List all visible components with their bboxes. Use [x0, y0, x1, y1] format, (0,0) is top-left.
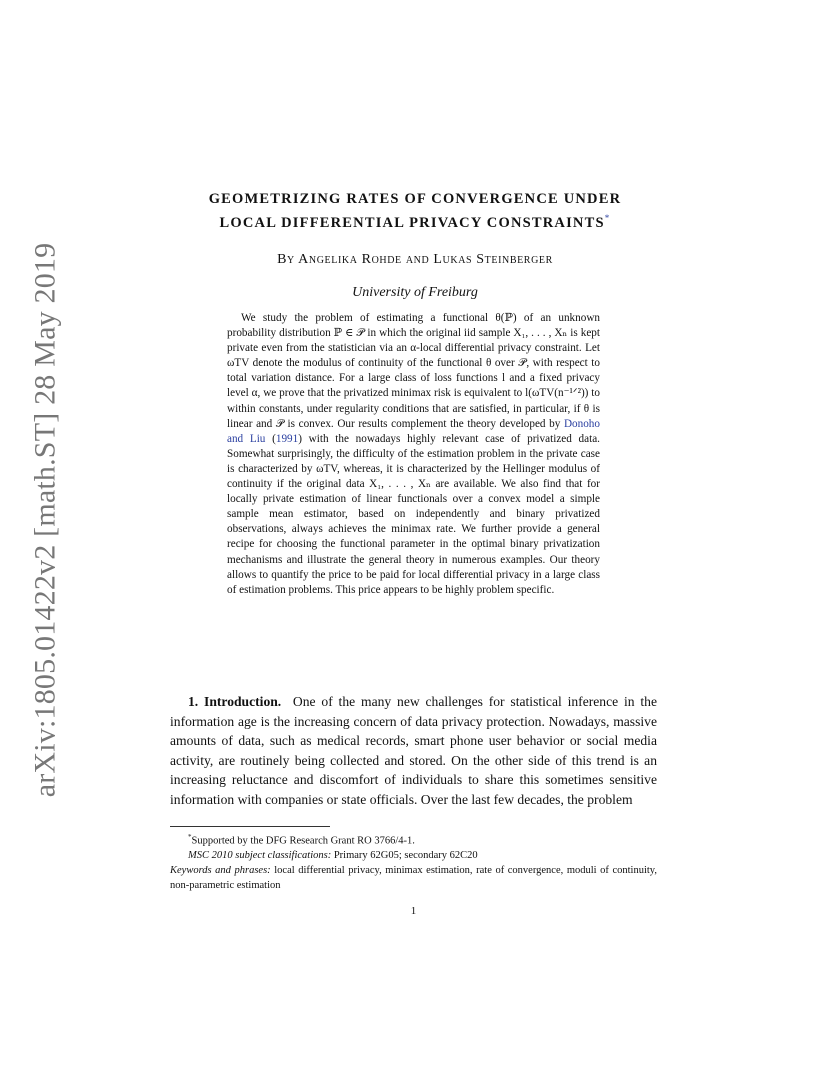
abstract [227, 311, 600, 598]
msc-text: Primary 62G05; secondary 62C20 [333, 850, 478, 862]
title-line-2-text: LOCAL DIFFERENTIAL PRIVACY CONSTRAINTS [219, 214, 605, 231]
keywords-label: Keywords and phrases: [170, 865, 271, 877]
keywords-text: local differential privacy, minimax estimation, rate of convergence, moduli of continuity, non-parametric estimation [170, 865, 658, 891]
abstract-part-2: ) with the nowadays highly relevant case of privatized data. Somewhat surprisingly, the difficulty of the estimation problem in the private case is characterized by ωTV, whereas, it is characterized by the Hellinger modulus of continuity if the original data X₁, . . . , Xₙ are available. We also find that for locally private estimation of linear functionals over a convex model a simple sample mean estimator, based on independently and binary privatized observations, always achieves the minimax rate. We further provide a general recipe for choosing the functional parameter in the optimal binary privatization mechanisms and illustrate the general theory in numerous examples. Our theory allows to quantify the price to be paid for local differential privacy in a large class of estimation problems. This price appears to be highly problem specific. [227, 432, 600, 596]
footnote-msc [170, 849, 657, 864]
title-footnote-marker[interactable]: * [604, 213, 611, 223]
footnote-marker: * [188, 833, 192, 841]
introduction-text: One of the many new challenges for statistical inference in the information age is the increasing concern of data privacy protection. Nowadays, massive amounts of data, such as medical records, smart phone user behavior or social media activity, are routinely being collected and stored. On the other side of this trend is an increasing reluctance and discomfort of individuals to share this sometimes sensitive information with companies or state officials. Over the last few decades, the problem [170, 694, 658, 807]
paper-title [170, 190, 660, 233]
footnote-support-text: Supported by the DFG Research Grant RO 3766/4-1. [191, 835, 415, 847]
page-number: 1 [410, 905, 417, 917]
footnote-rule [170, 826, 330, 827]
paper-authors: By Angelika Rohde and Lukas Steinberger [277, 252, 553, 267]
introduction-section [170, 692, 657, 810]
citation-link-authors[interactable]: Donoho and Liu [227, 417, 600, 445]
citation-paren: ( [265, 432, 276, 445]
msc-label: MSC 2010 subject classifications: [188, 850, 332, 862]
citation-link-year[interactable]: 1991 [275, 432, 299, 445]
footnote-keywords [170, 864, 657, 894]
affiliation: University of Freiburg [352, 285, 478, 300]
title-line-1: GEOMETRIZING RATES OF CONVERGENCE UNDER [208, 191, 622, 207]
abstract-part-1: We study the problem of estimating a functional θ(ℙ) of an unknown probability distribution ℙ ∈ 𝒫 in which the original iid sample X₁, . . . , Xₙ is kept private even from the statistician via an α-local differential privacy constraint. Let ωTV denote the modulus of continuity of the functional θ over 𝒫, with respect to total variation distance. For a large class of loss functions l and a fixed privacy level α, we prove that the privatized minimax risk is equivalent to l(ωTV(n⁻¹ᐟ²)) to within constants, under regularity conditions that are satisfied, in particular, if θ is linear and 𝒫 is convex. Our results complement the theory developed by [227, 312, 600, 430]
footnote-support [170, 830, 657, 849]
section-heading: 1. Introduction. [188, 694, 282, 709]
title-line-2 [170, 209, 660, 233]
arxiv-identifier-text: arXiv:1805.01422v2 [math.ST] 28 May 2019 [28, 242, 62, 798]
arxiv-identifier-stamp [28, 242, 62, 798]
footnotes [170, 830, 657, 894]
